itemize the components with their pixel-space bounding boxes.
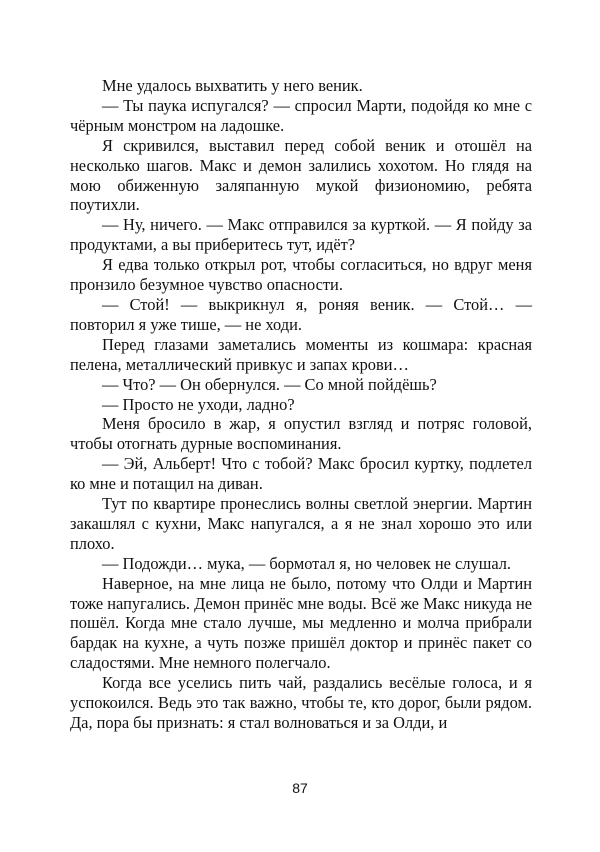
paragraph-13: — Подожди… мука, — бормотал я, но человек не слушал. [102,553,512,573]
paragraph-12: Тут по квартире пронеслись волны светлой энергии. Мартин закашлял с кухни, Макс напугался, а я не знал хорошо это или плохо. [70,494,532,553]
paragraph-11: — Эй, Альберт! Что с тобой? Макс бросил куртку, подлетел ко мне и потащил на диван. [70,454,532,494]
paragraph-3: Я скривился, выставил перед собой веник и отошёл на несколько шагов. Макс и демон залились хохотом. Но глядя на мою обиженную заляпанную мукой физиономию, ребята поутихли. [70,135,532,215]
paragraph-9: — Просто не уходи, ладно? [102,394,295,414]
paragraph-8: — Что? — Он обернулся. — Со мной пойдёшь? [102,374,437,394]
paragraph-6: — Стой! — выкрикнул я, роняя веник. — Стой… — повторил я уже тише, — не ходи. [70,294,532,334]
paragraph-4: — Ну, ничего. — Макс отправился за курткой. — Я пойду за продуктами, а вы приберитесь тут, идёт? [70,215,532,255]
paragraph-2: — Ты паука испугался? — спросил Марти, подойдя ко мне с чёрным монстром на ладошке. [70,95,532,135]
paragraph-5: Я едва только открыл рот, чтобы согласиться, но вдруг меня пронзило безумное чувство опасности. [70,255,532,295]
paragraph-10: Меня бросило в жар, я опустил взгляд и потряс головой, чтобы отогнать дурные воспоминания. [70,414,532,454]
paragraph-7: Перед глазами заметались моменты из кошмара: красная пелена, металлический привкус и запах крови… [70,334,532,374]
paragraph-1: Мне удалось выхватить у него веник. [102,76,363,95]
page-number: 87 [292,780,308,796]
page-text [70,76,532,733]
paragraph-14: Наверное, на мне лица не было, потому что Олди и Мартин тоже напугались. Демон принёс мне воды. Всё же Макс никуда не пошёл. Когда мне стало лучше, мы медленно и молча прибрали бардак на кухне, а чуть позже пришёл доктор и принёс пакет со сладостями. Мне немного полегчало. [70,573,532,673]
paragraph-15: Когда все уселись пить чай, раздались весёлые голоса, и я успокоился. Ведь это так важно, чтобы те, кто дорог, были рядом. Да, пора бы признать: я стал волноваться и за Олди, и [70,673,532,732]
